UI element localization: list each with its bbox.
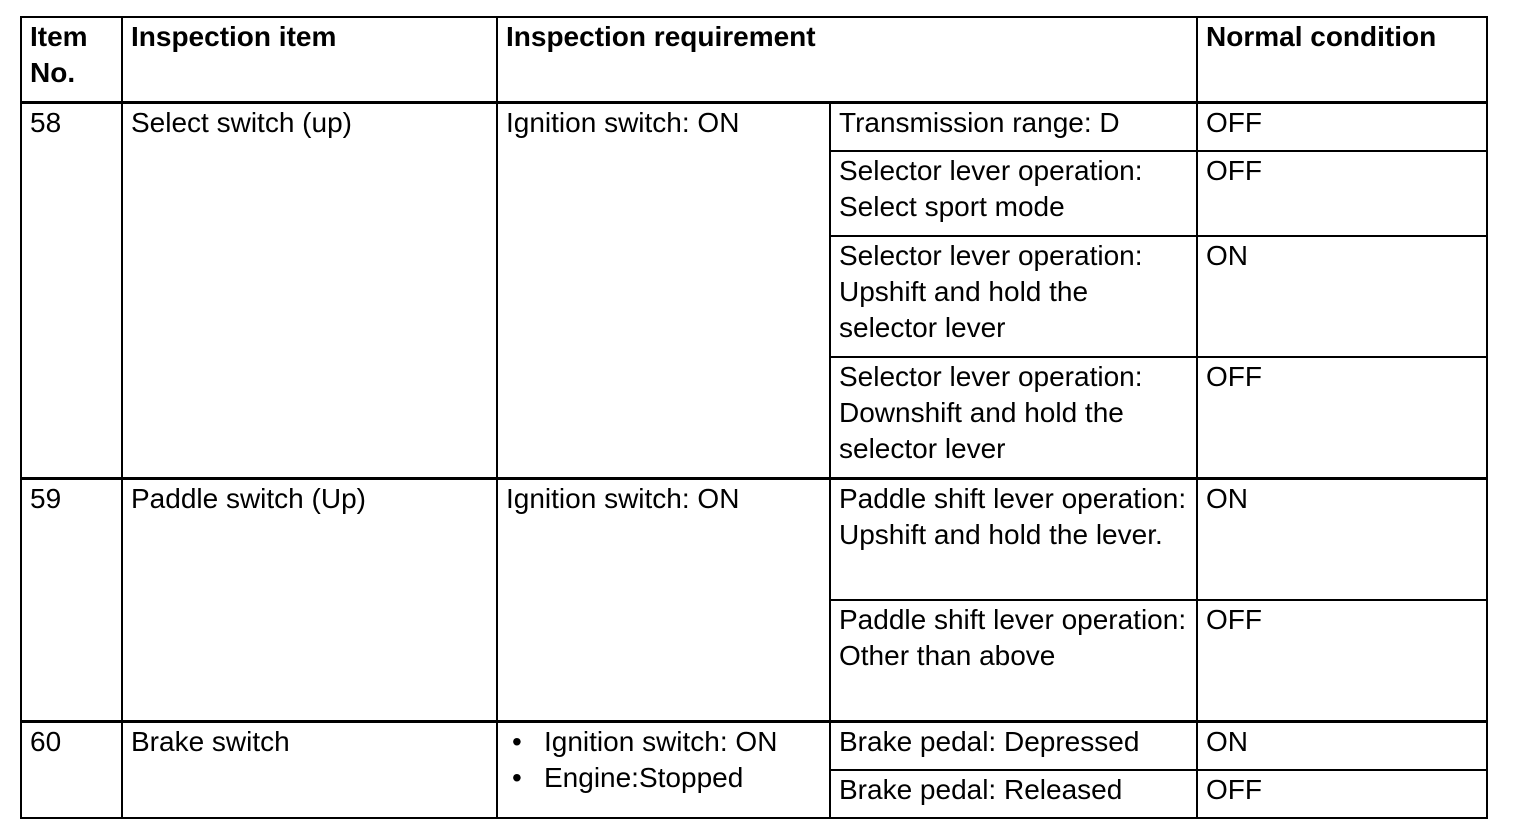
normal-condition-cell: ON (1197, 722, 1487, 771)
requirement-bullet-list (506, 724, 821, 796)
condition-cell: Selector lever operation: Upshift and hold the selector lever (830, 236, 1197, 357)
header-row (21, 17, 1487, 103)
inspection-item-cell: Brake switch (122, 722, 497, 819)
normal-condition-cell: OFF (1197, 357, 1487, 479)
requirement-cell (497, 722, 830, 819)
inspection-item-cell: Select switch (up) (122, 103, 497, 479)
table-row (21, 722, 1487, 771)
header-normal-condition: Normal condition (1197, 17, 1487, 103)
bullet-icon: • (512, 726, 522, 757)
condition-cell: Brake pedal: Released (830, 770, 1197, 818)
condition-cell: Paddle shift lever operation: Other than above (830, 600, 1197, 722)
normal-condition-cell: OFF (1197, 103, 1487, 152)
header-inspection-requirement: Inspection requirement (497, 17, 1197, 103)
normal-condition-cell: OFF (1197, 151, 1487, 236)
table-row (21, 103, 1487, 152)
condition-cell: Selector lever operation: Downshift and hold the selector lever (830, 357, 1197, 479)
requirement-cell: Ignition switch: ON (497, 479, 830, 722)
condition-cell: Selector lever operation: Select sport mode (830, 151, 1197, 236)
normal-condition-cell: OFF (1197, 770, 1487, 818)
inspection-item-cell: Paddle switch (Up) (122, 479, 497, 722)
list-item (506, 724, 821, 760)
item-no-cell: 60 (21, 722, 122, 819)
header-item-no: Item No. (21, 17, 122, 103)
item-no-cell: 58 (21, 103, 122, 479)
condition-cell: Brake pedal: Depressed (830, 722, 1197, 771)
header-inspection-item: Inspection item (122, 17, 497, 103)
requirement-text: Engine:Stopped (544, 762, 744, 793)
inspection-table (20, 16, 1488, 819)
bullet-icon: • (512, 762, 522, 793)
condition-cell: Paddle shift lever operation: Upshift and hold the lever. (830, 479, 1197, 601)
list-item (506, 760, 821, 796)
table-row (21, 479, 1487, 601)
item-no-cell: 59 (21, 479, 122, 722)
requirement-text: Ignition switch: ON (544, 726, 778, 757)
normal-condition-cell: ON (1197, 479, 1487, 601)
normal-condition-cell: ON (1197, 236, 1487, 357)
requirement-cell: Ignition switch: ON (497, 103, 830, 479)
normal-condition-cell: OFF (1197, 600, 1487, 722)
condition-cell: Transmission range: D (830, 103, 1197, 152)
